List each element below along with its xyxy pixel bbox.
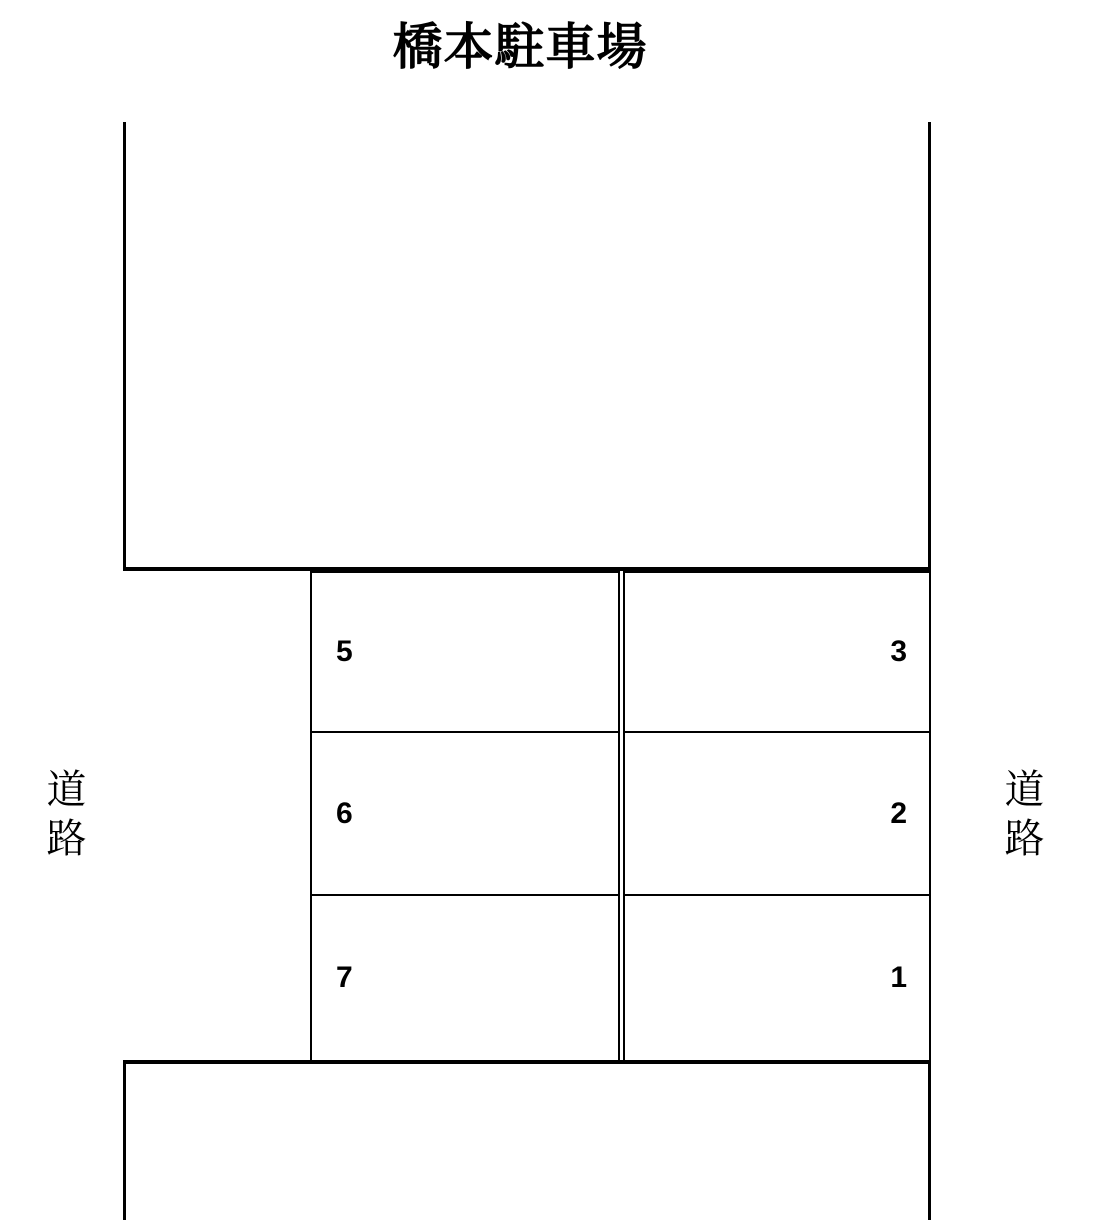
diagram-title: 橋本駐車場 <box>392 19 648 75</box>
upper-area <box>123 122 931 571</box>
parking-space-6: 6 <box>310 731 620 896</box>
parking-space-1: 1 <box>623 894 931 1062</box>
road-label-right: 道路 <box>999 768 1043 866</box>
parking-space-5: 5 <box>310 571 620 733</box>
parking-space-3: 3 <box>623 571 931 733</box>
parking-space-2: 2 <box>623 731 931 896</box>
lower-area <box>123 1060 931 1220</box>
parking-space-7: 7 <box>310 894 620 1062</box>
road-label-left: 道路 <box>41 768 85 866</box>
